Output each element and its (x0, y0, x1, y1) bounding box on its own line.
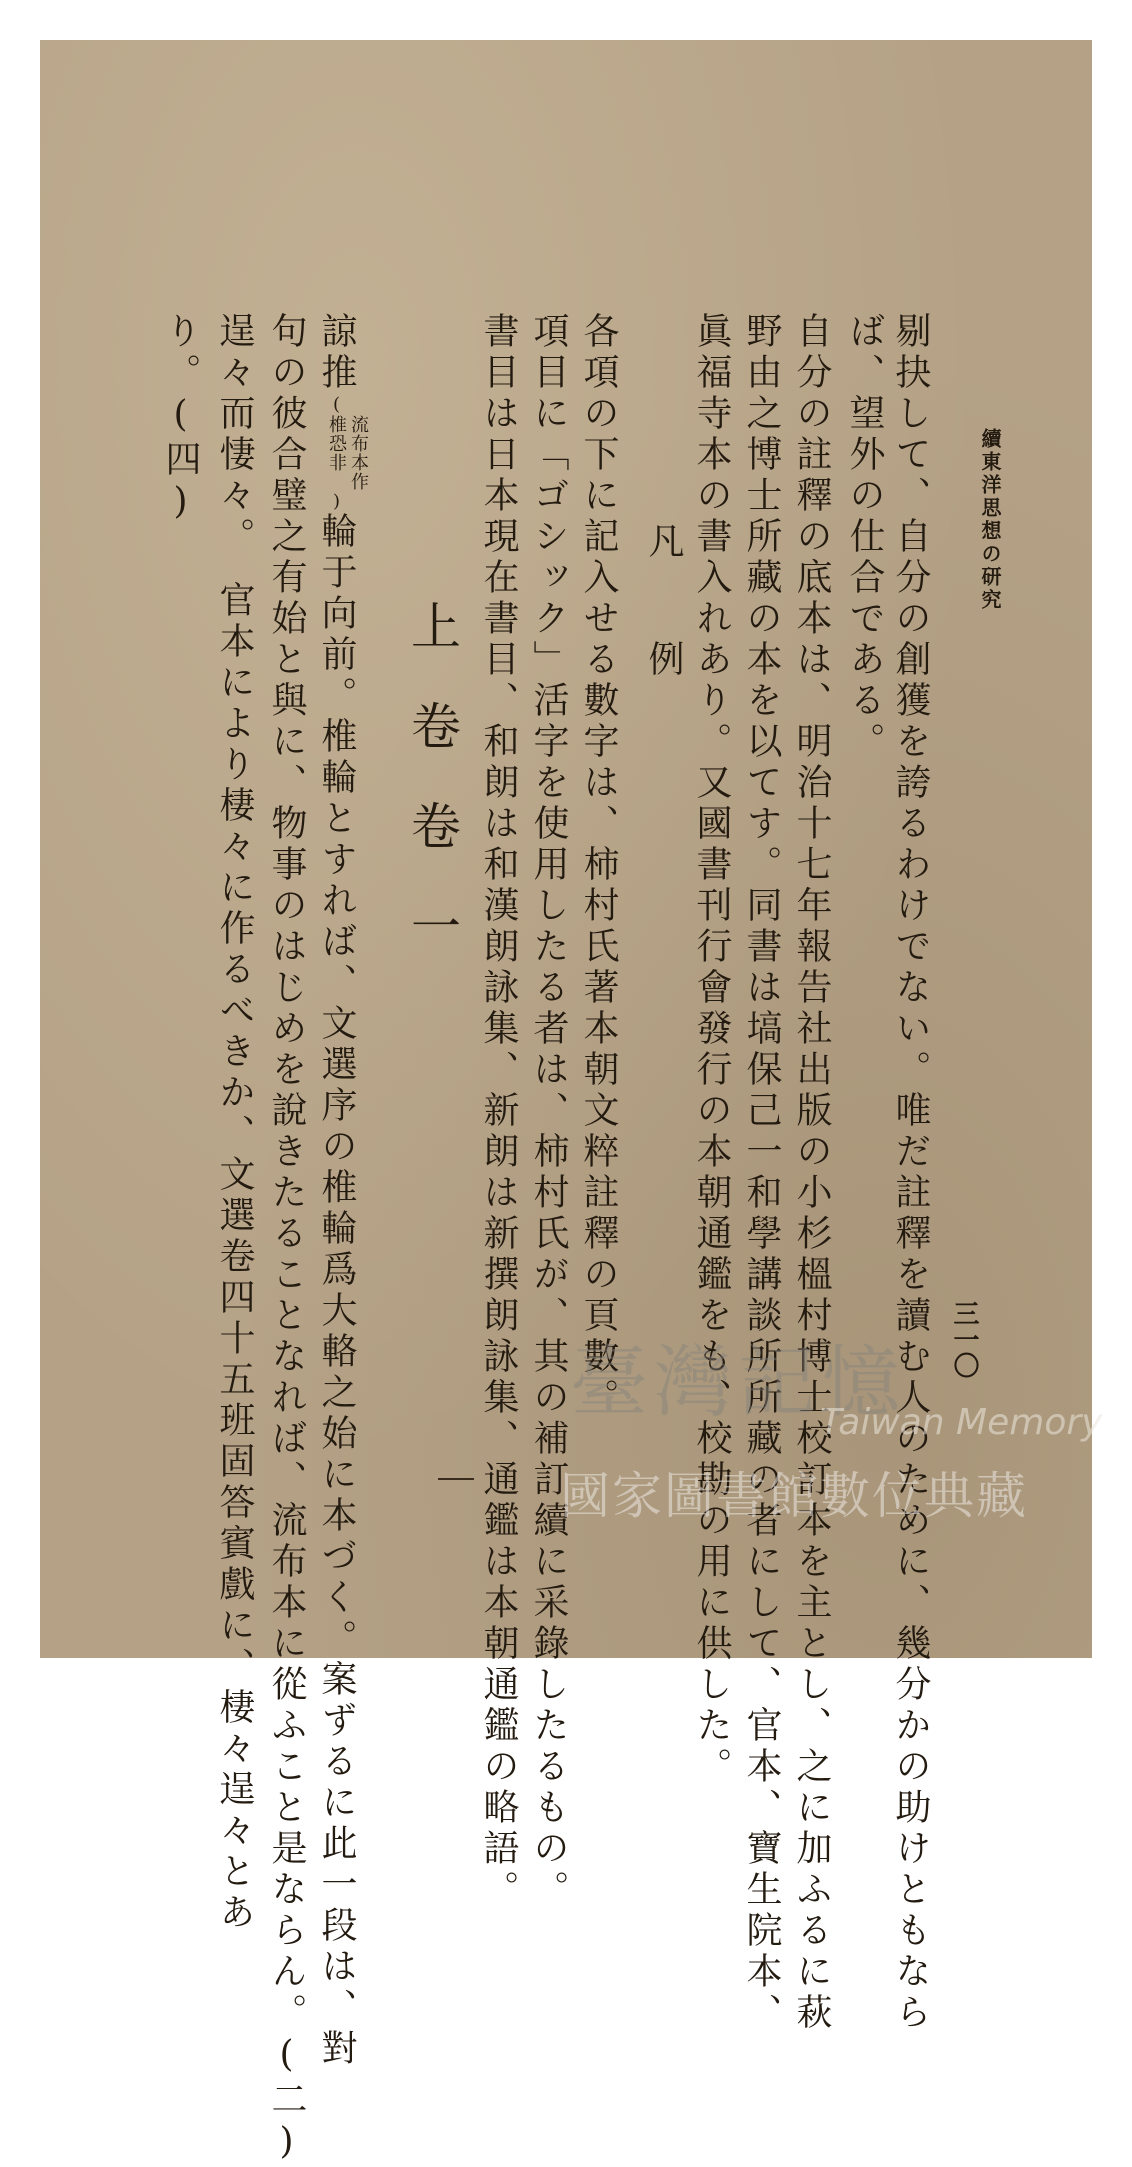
item-number-rule (438, 1478, 474, 1480)
book-page (40, 40, 1103, 2167)
inline-note-close-paren: ) (326, 491, 347, 512)
watermark-chinese: 國家圖書館數位典藏 (560, 1467, 1028, 1525)
inline-note (325, 415, 369, 491)
commentary-headword: 諒推 (316, 312, 357, 394)
commentary-line-1-tail: 輪于向前。椎輪とすれば、文選序の椎輪爲大輅之始に本づく。案ずるに此一段は、對 (316, 512, 357, 2070)
hanrei-heading-char-2: 例 (643, 640, 684, 676)
hanrei-line-2: 項目に「ゴシック」活字を使用したる者は、柿村氏が、其の補訂續に采錄したるもの。 (528, 312, 569, 1911)
running-header: 續東洋思想の研究 (978, 428, 1002, 612)
chapter-title: 上卷卷一 (403, 600, 461, 1000)
paragraph-2-line-1: 自分の註釋の底本は、明治十七年報告社出版の小杉榲村博士校訂本を主とし、之に加ふるに萩 (791, 312, 832, 2034)
commentary-line-1 (318, 312, 369, 2070)
hanrei-line-1: 各項の下に記入せる數字は、柿村氏著本朝文粹註釋の頁數。 (578, 312, 619, 1419)
inline-note-col-b: 椎恐非 (326, 415, 347, 472)
watermark-main: 臺灣記憶 (570, 1338, 907, 1428)
hanrei-heading-char-1: 凡 (643, 522, 684, 558)
inline-note-open-paren: ( (326, 394, 347, 415)
paragraph-1-line-1: 剔抉して、自分の創獲を誇るわけでない。唯だ註釋を讀む人のために、幾分かの助けともなら (890, 312, 931, 2034)
hanrei-line-3: 書目は日本現在書目、和朗は和漢朗詠集、新朗は新撰朗詠集、通鑑は本朝通鑑の略語。 (478, 312, 519, 1911)
watermark-english: Taiwan Memory (820, 1402, 1103, 1443)
page-number: 三一〇 (949, 1300, 979, 1378)
commentary-line-4: り。(四) (160, 312, 201, 527)
inline-note-col-a: 流布本作 (348, 415, 369, 491)
paragraph-1-line-2: ば、望外の仕合である。 (844, 312, 885, 763)
library-watermark (560, 1320, 1130, 1525)
paragraph-2-line-3: 眞福寺本の書入れあり。又國書刊行會發行の本朝通鑑をも、校勘の用に供した。 (691, 312, 732, 1788)
commentary-line-2: 句の彼合璧之有始と與に、物事のはじめを說きたることなれば、流布本に從ふこと是ならん。(二) (266, 312, 307, 2167)
paragraph-2-line-2: 野由之博士所藏の本を以てす。同書は塙保己一和學講談所所藏の者にして、官本、寶生院本、 (741, 312, 782, 2034)
commentary-line-3: 逞々而悽々。 官本により棲々に作るべきか、文選卷四十五班固答賓戲に、棲々逞々とあ (214, 312, 255, 1934)
